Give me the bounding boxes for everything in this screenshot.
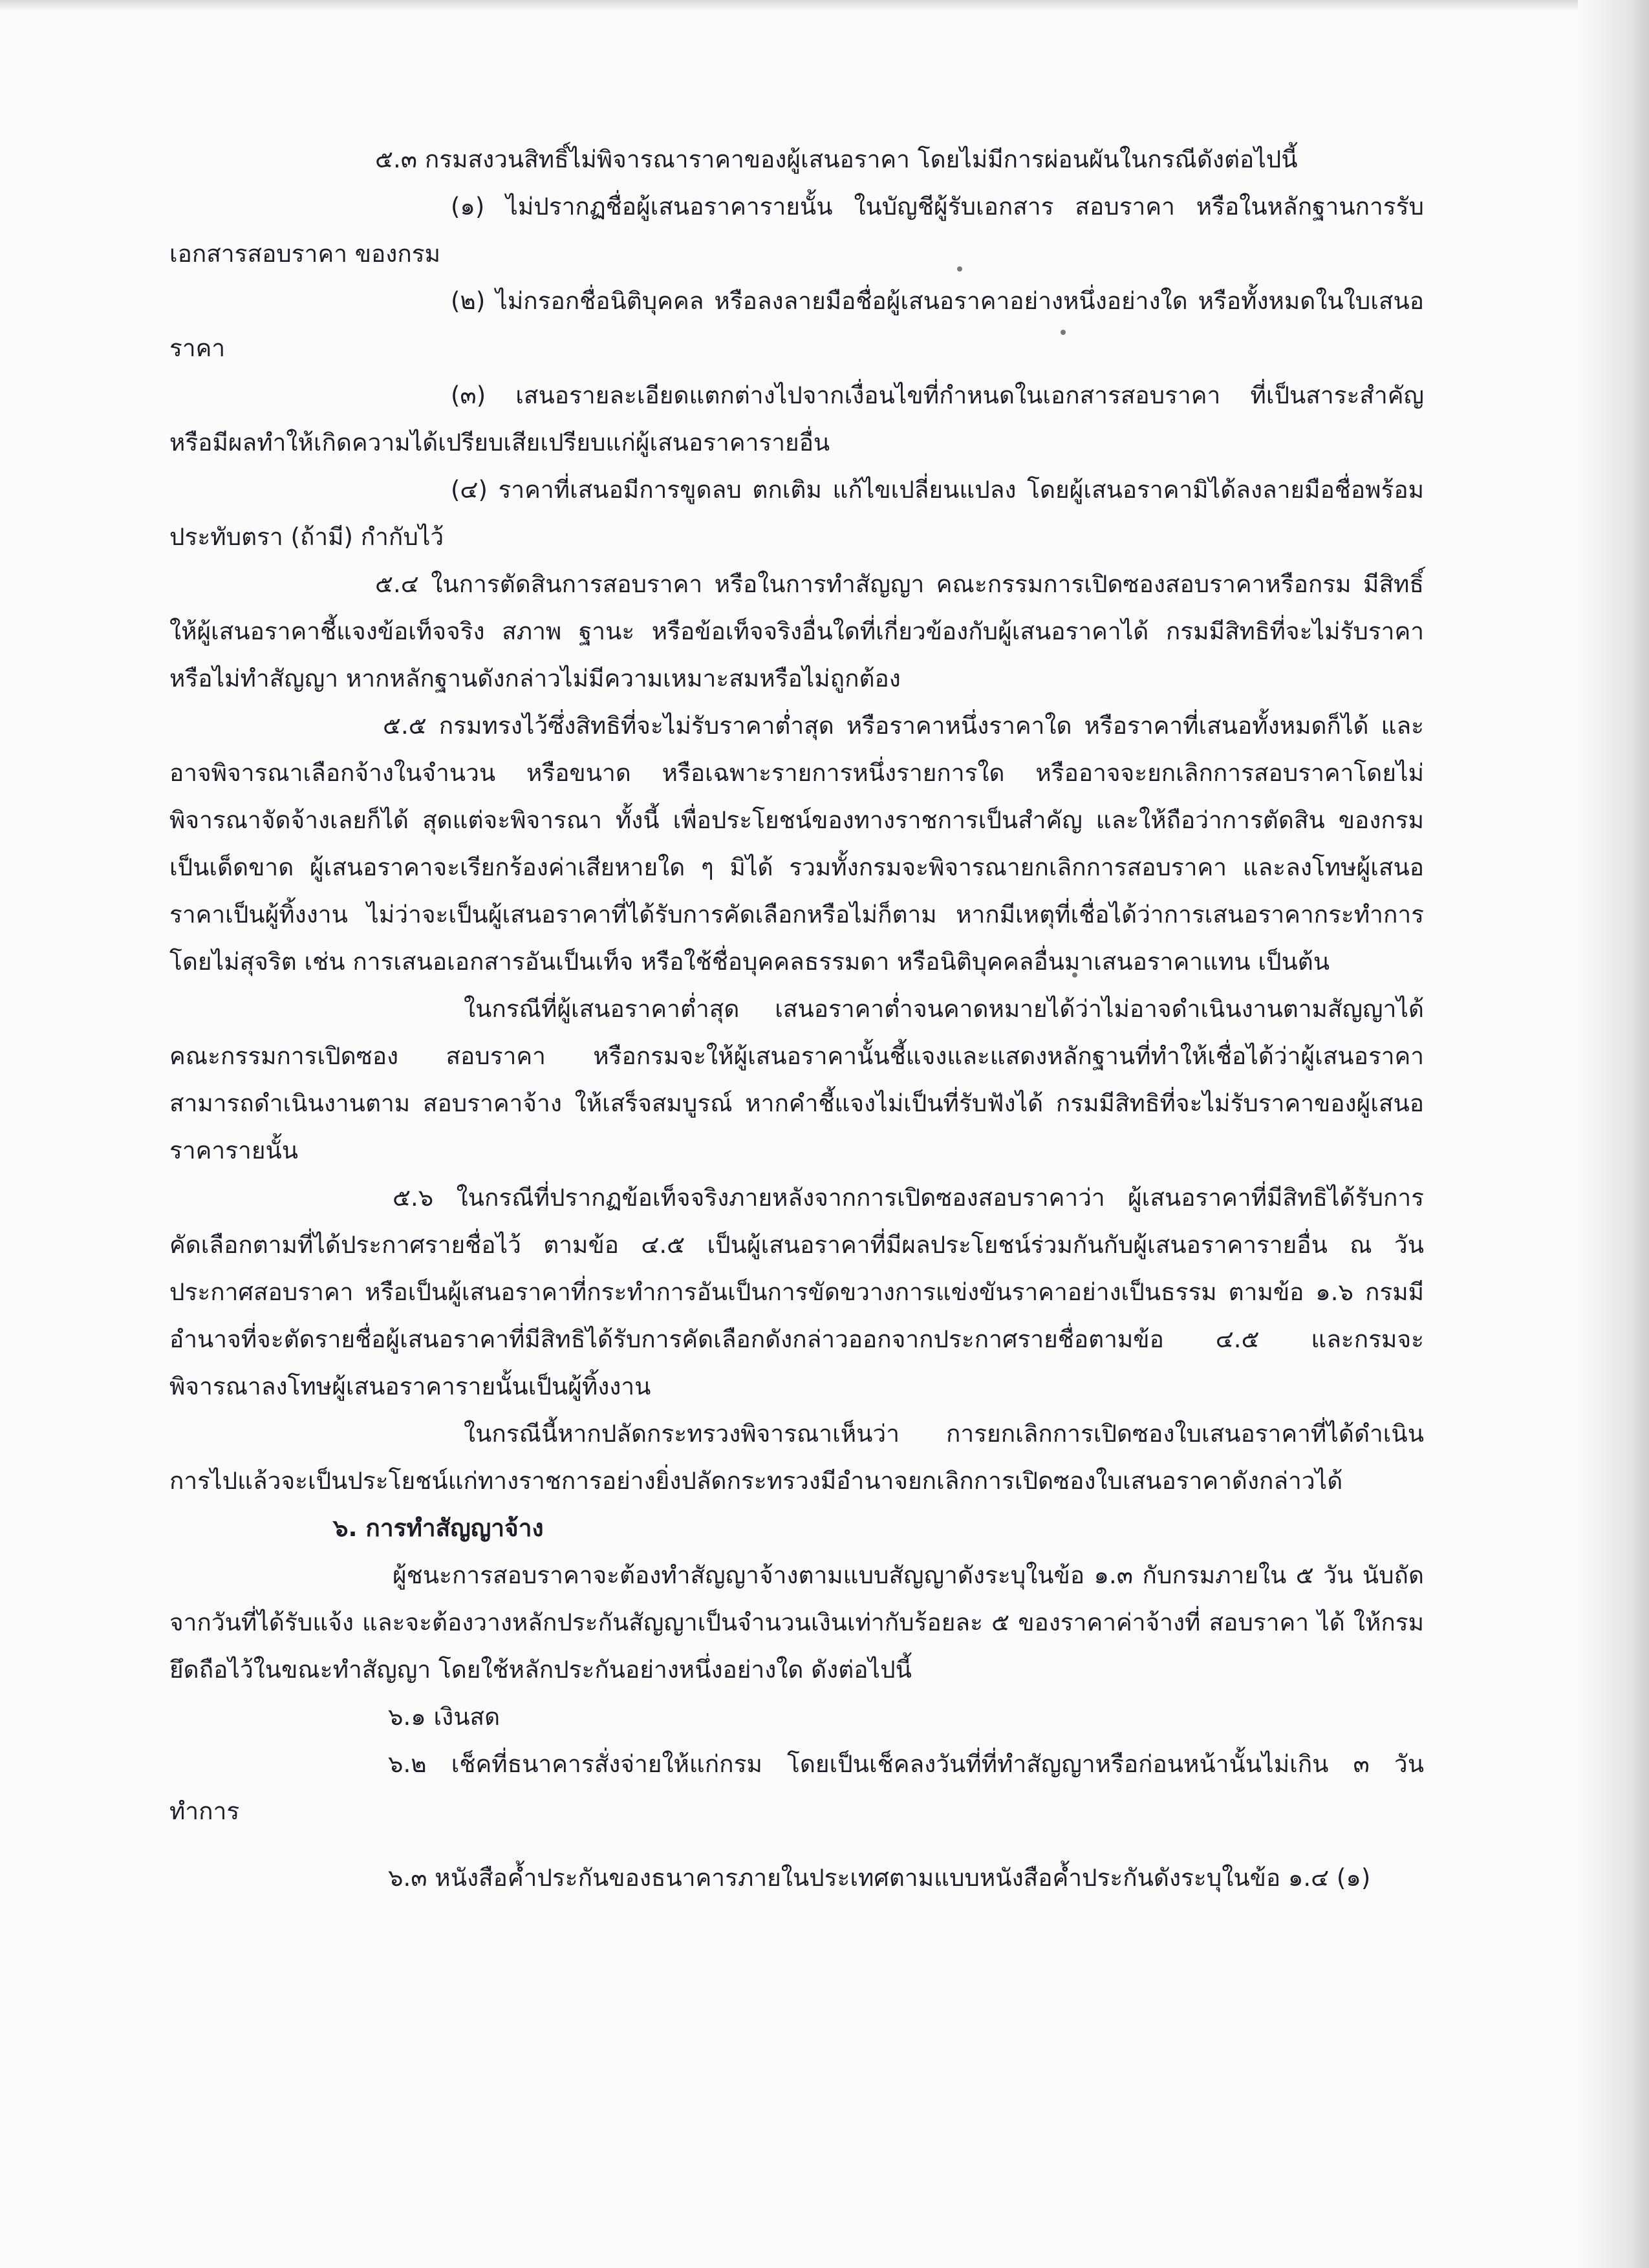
section-5-6-paragraph-2: ในกรณีนี้หากปลัดกระทรวงพิจารณาเห็นว่า การยกเลิกการเปิดซองใบเสนอราคาที่ได้ดำเนินการไปแล้วจะเป็นประโยชน์แก่ทางราชการอย่างยิ่งปลัดกระทรวงมีอำนาจยกเลิกการเปิดซองใบเสนอราคาดังกล่าวได้ xyxy=(169,1420,1424,1495)
section-6-item-3: ๖.๓ หนังสือค้ำประกันของธนาคารภายในประเทศตามแบบหนังสือค้ำประกันดังระบุในข้อ ๑.๔ (๑) xyxy=(388,1864,1371,1892)
section-5-3-item-2: (๒) ไม่กรอกชื่อนิติบุคคล หรือลงลายมือชื่อผู้เสนอราคาอย่างหนึ่งอย่างใด หรือทั้งหมดในใบเสนอราคา xyxy=(169,287,1424,362)
section-6-item-2: ๖.๒ เช็คที่ธนาคารสั่งจ่ายให้แก่กรม โดยเป็นเช็คลงวันที่ที่ทำสัญญาหรือก่อนหน้านั้นไม่เกิน ๓ วันทำการ xyxy=(169,1750,1424,1825)
section-6-body: ผู้ชนะการสอบราคาจะต้องทำสัญญาจ้างตามแบบสัญญาดังระบุในข้อ ๑.๓ กับกรมภายใน ๕ วัน นับถัดจากวันที่ได้รับแจ้ง และจะต้องวางหลักประกันสัญญาเป็นจำนวนเงินเท่ากับร้อยละ ๕ ของราคาค่าจ้างที่ สอบราคา ได้ ให้กรมยึดถือไว้ในขณะทำสัญญา โดยใช้หลักประกันอย่างหนึ่งอย่างใด ดังต่อไปนี้ xyxy=(169,1561,1424,1684)
section-6-heading: ๖. การทำสัญญาจ้าง xyxy=(333,1514,544,1542)
document-body xyxy=(169,136,1424,1901)
scan-edge-top xyxy=(0,0,1649,12)
section-5-5-paragraph-2: ในกรณีที่ผู้เสนอราคาต่ำสุด เสนอราคาต่ำจนคาดหมายได้ว่าไม่อาจดำเนินงานตามสัญญาได้ คณะกรรมการเปิดซอง สอบราคา หรือกรมจะให้ผู้เสนอราคานั้นชี้แจงและแสดงหลักฐานที่ทำให้เชื่อได้ว่าผู้เสนอราคาสามารถดำเนินงานตาม สอบราคาจ้าง ให้เสร็จสมบูรณ์ หากคำชี้แจงไม่เป็นที่รับฟังได้ กรมมีสิทธิที่จะไม่รับราคาของผู้เสนอราคารายนั้น xyxy=(169,995,1424,1164)
section-5-5: ๕.๕ กรมทรงไว้ซึ่งสิทธิที่จะไม่รับราคาต่ำสุด หรือราคาหนึ่งราคาใด หรือราคาที่เสนอทั้งหมดก็ได้ และอาจพิจารณาเลือกจ้างในจำนวน หรือขนาด หรือเฉพาะรายการหนึ่งรายการใด หรืออาจจะยกเลิกการสอบราคาโดยไม่พิจารณาจัดจ้างเลยก็ได้ สุดแต่จะพิจารณา ทั้งนี้ เพื่อประโยชน์ของทางราชการเป็นสำคัญ และให้ถือว่าการตัดสิน ของกรมเป็นเด็ดขาด ผู้เสนอราคาจะเรียกร้องค่าเสียหายใด ๆ มิได้ รวมทั้งกรมจะพิจารณายกเลิกการสอบราคา และลงโทษผู้เสนอราคาเป็นผู้ทิ้งงาน ไม่ว่าจะเป็นผู้เสนอราคาที่ได้รับการคัดเลือกหรือไม่ก็ตาม หากมีเหตุที่เชื่อได้ว่าการเสนอราคากระทำการโดยไม่สุจริต เช่น การเสนอเอกสารอันเป็นเท็จ หรือใช้ชื่อบุคคลธรรมดา หรือนิติบุคคลอื่นมาเสนอราคาแทน เป็นต้น xyxy=(169,712,1424,976)
section-5-3-intro: ๕.๓ กรมสงวนสิทธิ์ไม่พิจารณาราคาของผู้เสนอราคา โดยไม่มีการผ่อนผันในกรณีดังต่อไปนี้ xyxy=(375,145,1298,173)
section-5-3-item-1: (๑) ไม่ปรากฏชื่อผู้เสนอราคารายนั้น ในบัญชีผู้รับเอกสาร สอบราคา หรือในหลักฐานการรับเอกสารสอบราคา ของกรม xyxy=(169,193,1424,268)
section-5-4: ๕.๔ ในการตัดสินการสอบราคา หรือในการทำสัญญา คณะกรรมการเปิดซองสอบราคาหรือกรม มีสิทธิ์ให้ผู้เสนอราคาชี้แจงข้อเท็จจริง สภาพ ฐานะ หรือข้อเท็จจริงอื่นใดที่เกี่ยวข้องกับผู้เสนอราคาได้ กรมมีสิทธิที่จะไม่รับราคา หรือไม่ทำสัญญา หากหลักฐานดังกล่าวไม่มีความเหมาะสมหรือไม่ถูกต้อง xyxy=(169,570,1424,692)
section-6-item-1: ๖.๑ เงินสด xyxy=(388,1703,501,1731)
scan-edge-right xyxy=(1578,0,1649,2268)
section-5-6: ๕.๖ ในกรณีที่ปรากฏข้อเท็จจริงภายหลังจากการเปิดซองสอบราคาว่า ผู้เสนอราคาที่มีสิทธิได้รับการคัดเลือกตามที่ได้ประกาศรายชื่อไว้ ตามข้อ ๔.๕ เป็นผู้เสนอราคาที่มีผลประโยชน์ร่วมกันกับผู้เสนอราคารายอื่น ณ วันประกาศสอบราคา หรือเป็นผู้เสนอราคาที่กระทำการอันเป็นการขัดขวางการแข่งขันราคาอย่างเป็นธรรม ตามข้อ ๑.๖ กรมมีอำนาจที่จะตัดรายชื่อผู้เสนอราคาที่มีสิทธิได้รับการคัดเลือกดังกล่าวออกจากประกาศรายชื่อตามข้อ ๔.๕ และกรมจะพิจารณาลงโทษผู้เสนอราคารายนั้นเป็นผู้ทิ้งงาน xyxy=(169,1184,1424,1400)
section-5-3-item-4: (๔) ราคาที่เสนอมีการขูดลบ ตกเติม แก้ไขเปลี่ยนแปลง โดยผู้เสนอราคามิได้ลงลายมือชื่อพร้อมประทับตรา (ถ้ามี) กำกับไว้ xyxy=(169,476,1424,551)
section-5-3-item-3: (๓) เสนอรายละเอียดแตกต่างไปจากเงื่อนไขที่กำหนดในเอกสารสอบราคา ที่เป็นสาระสำคัญ หรือมีผลทำให้เกิดความได้เปรียบเสียเปรียบแก่ผู้เสนอราคารายอื่น xyxy=(169,381,1424,456)
